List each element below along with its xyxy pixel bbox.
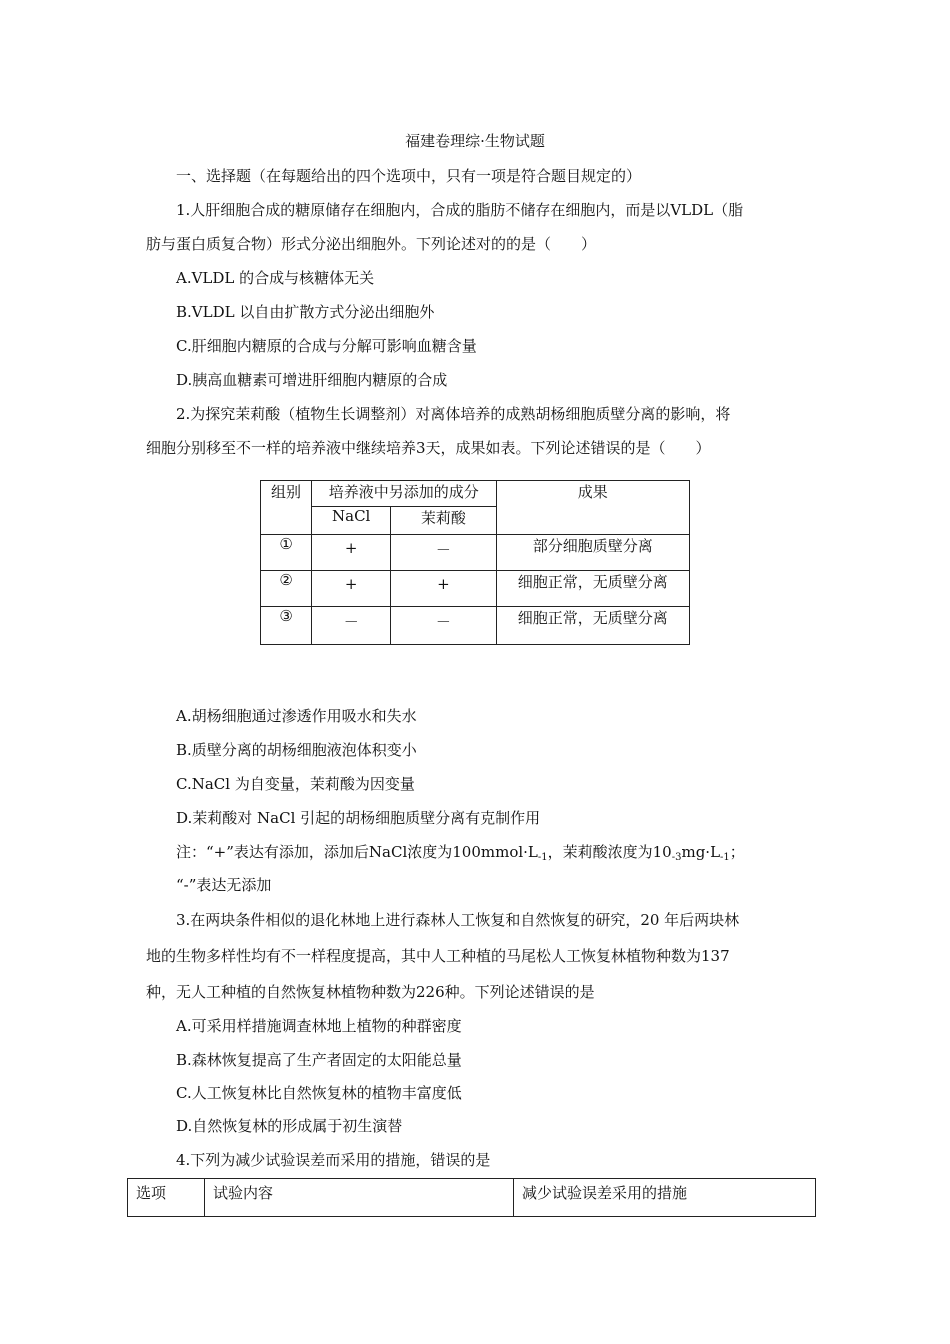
header-nacl: NaCl xyxy=(312,507,391,535)
q3-option-d: D.自然恢复林的形成属于初生演替 xyxy=(176,1117,403,1135)
q1-stem-line1: 1.人肝细胞合成的糖原储存在细胞内，合成的脂肪不储存在细胞内，而是以VLDL（脂 xyxy=(176,201,744,219)
cell-result: 部分细胞质壁分离 xyxy=(496,535,689,571)
q3-option-b: B.森林恢复提高了生产者固定的太阳能总量 xyxy=(176,1051,462,1069)
cell-group: ③ xyxy=(261,607,312,645)
table-row xyxy=(261,607,690,645)
note-text: ； xyxy=(729,843,745,861)
header-experiment-content: 试验内容 xyxy=(205,1179,514,1217)
cell-nacl: － xyxy=(312,607,391,645)
q4-table xyxy=(127,1178,816,1217)
note-text: mg·L xyxy=(681,843,721,861)
table-row xyxy=(261,535,690,571)
q3-stem-line3: 种，无人工种植的自然恢复林植物种数为226种。下列论述错误的是 xyxy=(146,983,595,1001)
q4-stem-line1: 4.下列为减少试验误差而采用的措施，错误的是 xyxy=(176,1151,491,1169)
q2-option-a: A.胡杨细胞通过渗透作用吸水和失水 xyxy=(176,707,417,725)
note-text: 注：“+”表达有添加，添加后NaCl浓度为100mmol·L xyxy=(176,843,538,861)
q2-results-table xyxy=(260,480,690,645)
q2-option-d: D.茉莉酸对 NaCl 引起的胡杨细胞质壁分离有克制作用 xyxy=(176,809,541,827)
q2-stem-line1: 2.为探究茉莉酸（植物生长调整剂）对离体培养的成熟胡杨细胞质壁分离的影响，将 xyxy=(176,405,731,423)
cell-result: 细胞正常，无质壁分离 xyxy=(496,571,689,607)
q1-option-a: A.VLDL 的合成与核糖体无关 xyxy=(176,269,375,287)
cell-jasmonic: － xyxy=(391,607,496,645)
cell-nacl: + xyxy=(312,535,391,571)
cell-jasmonic: － xyxy=(391,535,496,571)
q2-option-b: B.质壁分离的胡杨细胞液泡体积变小 xyxy=(176,741,417,759)
cell-result: 细胞正常，无质壁分离 xyxy=(496,607,689,645)
q3-option-c: C.人工恢复林比自然恢复林的植物丰富度低 xyxy=(176,1084,462,1102)
note-exponent: -1 xyxy=(720,852,730,863)
q3-stem-line2: 地的生物多样性均有不一样程度提高，其中人工种植的马尾松人工恢复林植物种数为137 xyxy=(146,947,730,965)
header-option: 选项 xyxy=(128,1179,205,1217)
header-group: 组别 xyxy=(261,481,312,535)
page-title: 福建卷理综·生物试题 xyxy=(405,132,545,150)
note-exponent: -3 xyxy=(671,852,682,863)
note-exponent: -1 xyxy=(537,852,548,863)
q2-option-c: C.NaCl 为自变量，茉莉酸为因变量 xyxy=(176,775,415,793)
header-jasmonic-acid: 茉莉酸 xyxy=(391,507,496,535)
cell-nacl: + xyxy=(312,571,391,607)
q1-stem-line2: 肪与蛋白质复合物）形式分泌出细胞外。下列论述对的的是（ ） xyxy=(146,235,597,253)
q3-option-a: A.可采用样措施调查林地上植物的种群密度 xyxy=(176,1017,462,1035)
q1-option-c: C.肝细胞内糖原的合成与分解可影响血糖含量 xyxy=(176,337,477,355)
cell-group: ② xyxy=(261,571,312,607)
cell-group: ① xyxy=(261,535,312,571)
header-result: 成果 xyxy=(496,481,689,535)
section-heading: 一、选择题（在每题给出的四个选项中，只有一项是符合题目规定的） xyxy=(176,167,642,185)
q1-option-b: B.VLDL 以自由扩散方式分泌出细胞外 xyxy=(176,303,435,321)
cell-jasmonic: + xyxy=(391,571,496,607)
q1-option-d: D.胰高血糖素可增进肝细胞内糖原的合成 xyxy=(176,371,448,389)
header-measure: 减少试验误差采用的措施 xyxy=(514,1179,816,1217)
q2-note xyxy=(176,842,745,868)
note-text: ，茉莉酸浓度为10 xyxy=(547,843,672,861)
q3-stem-line1: 3.在两块条件相似的退化林地上进行森林人工恢复和自然恢复的研究，20 年后两块林 xyxy=(176,911,740,929)
header-added-components: 培养液中另添加的成分 xyxy=(312,481,496,507)
q2-note-line2: “-”表达无添加 xyxy=(176,876,272,894)
q2-stem-line2: 细胞分别移至不一样的培养液中继续培养3天，成果如表。下列论述错误的是（ ） xyxy=(146,439,711,457)
table-row xyxy=(261,571,690,607)
